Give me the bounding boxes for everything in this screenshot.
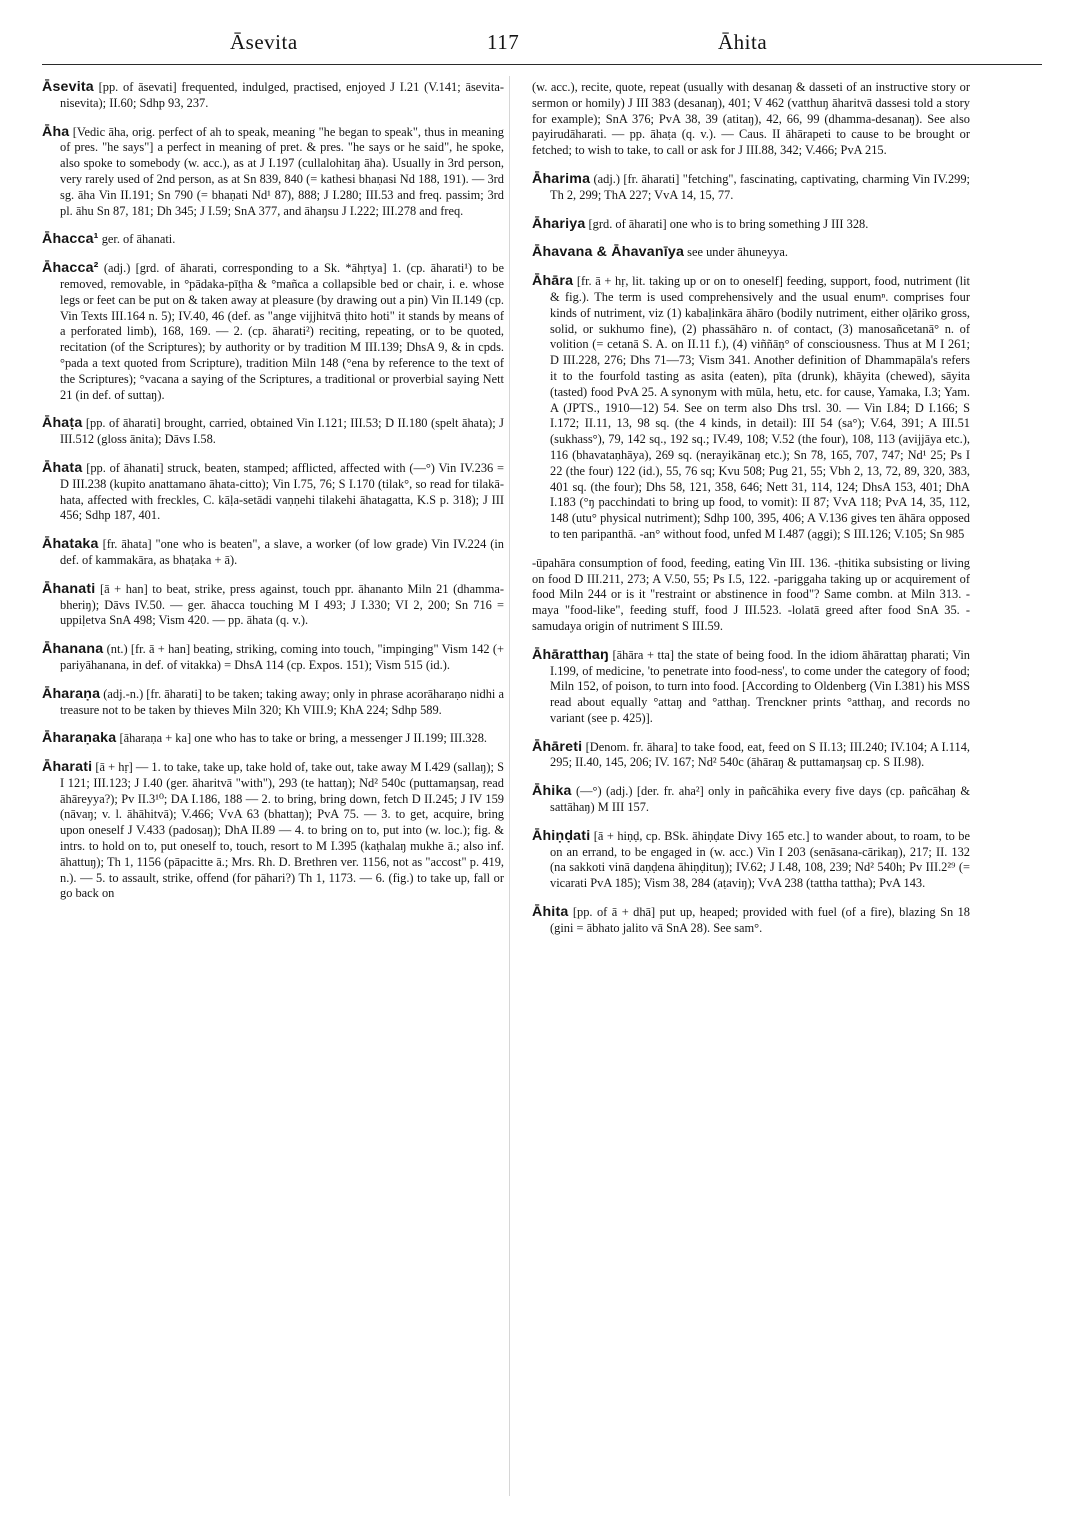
entry-headword: Āhanana	[42, 641, 104, 658]
entry-definition: [Vedic āha, orig. perfect of ah to speak, meaning "he began to speak", thus in meaning of pres. "he says"] a perfect in meaning of pret. & pres. "he says or he said", he spoke, also spoke to somebody (w. acc.), as at J I.197 (cullalohitaŋ āha). Usually in 3rd person, very rarely used of 2nd person, as at Sn 839, 840 (= kathesi bhaṇasi Nd 188, 191). — 3rd sg. āha Vin II.191; Sn 790 (= bhaṇati Nd¹ 87), 888; J I.280; III.53 and freq. passim; 3rd pl. āhu Sn 87, 181; Dh 345; J I.59; SnA 377, and āhaŋsu J I.222; III.278 and freq.	[60, 124, 504, 218]
entry-definition: [āharaṇa + ka] one who has to take or bring, a messenger J II.199; III.328.	[116, 731, 488, 746]
entry-headword: Āhariya	[532, 215, 586, 232]
page-number: 117	[487, 30, 520, 54]
dictionary-entry	[42, 461, 504, 524]
dictionary-entry	[42, 760, 504, 902]
entry-headword: Āhita	[532, 904, 569, 921]
entry-definition: (adj.) [grd. of āharati, corresponding to a Sk. *āhṛtya] 1. (cp. āharati¹) to be removed, removable, in °pādaka-pīṭha & °mañca a collapsible bed or chair, i. e. whose legs or feet can be put on & taken away at pleasure (by drawing out a pin) Vin II.149 (cp. Vin Texts III.164 n. 5); IV.40, 46 (def. as "ange vijjhitvā ṭhito hoti" it stands by means of a perforated limb), 168, 169. — 2. (cp. āharati²) reciting, repeating, or to be quoted, recitation (of the Scriptures); by authority or by tradition M III.139; DhsA 9, & in cpds. °pada a text quoted from Scripture), tradition Miln 148 (°ena by reference to the text of the Scriptures); °vacana a saying of the Scriptures, a traditional or proverbial saying Nett 21 (in def. of suttaŋ).	[60, 261, 504, 402]
dictionary-entry	[532, 784, 970, 816]
dictionary-entry	[532, 556, 970, 635]
header-rule	[42, 64, 1042, 65]
column-divider	[509, 76, 510, 1496]
entry-definition: (adj.-n.) [fr. āharati] to be taken; taking away; only in phrase acorāharaṇo nidhi a treasure not to be taken by thieves Miln 320; Kh VIII.9; KhA 224; Sdhp 589.	[60, 686, 504, 717]
dictionary-entry	[42, 731, 504, 747]
dictionary-entry	[42, 261, 504, 403]
dictionary-entry	[532, 245, 970, 261]
entry-definition: [ā + han] to beat, strike, press against, touch ppr. āhananto Miln 21 (dhamma-bheriŋ); Dāvs IV.50. — ger. āhacca touching M I 493; J I.330; VI 2, 200; Sn 716 = uppiḷetva SnA 498; Vism 420. — pp. āhata (q. v.).	[60, 581, 504, 628]
entry-definition: [pp. of āharati] brought, carried, obtained Vin I.121; III.53; D II.180 (spelt āhata); J III.512 (gloss ānita); Dāvs I.58.	[60, 416, 504, 447]
entry-definition: [fr. āhata] "one who is beaten", a slave, a worker (of low grade) Vin IV.224 (in def. of kammakāra, as bhaṭaka + ā).	[60, 537, 504, 567]
header-left-guide-word: Āsevita	[230, 30, 298, 54]
entry-headword: Āhika	[532, 783, 572, 800]
header-right-guide-word: Āhita	[718, 30, 768, 54]
dictionary-entry	[42, 582, 504, 629]
dictionary-entry	[42, 232, 504, 248]
entry-definition: [pp. of āhanati] struck, beaten, stamped; afflicted, affected with (—°) Vin IV.236 = D III.238 (kupito anattamano āhata-citto); Vin I.75, 76; S I.170 (tilak°, so read for tilakā-hata, affected with freckles, C. kāḷa-setādi vaṇṇehi tilakehi āhatagatta, K.S p. 318); J III 456; Sdhp 187, 401.	[60, 460, 504, 523]
dictionary-entry	[42, 125, 504, 220]
entry-definition: -ūpahāra consumption of food, feeding, eating Vin III. 136. -ṭhitika subsisting or living on food D III.211, 273; A V.50, 55; Ps I.5, 122. -pariggaha taking up or acquirement of food Miln 244 or is it "restraint or abstinence in food"? Same combn. at Miln 313. -maya "food-like", feeding stuff, food J III.523. -lolatā greed after food SnA 35. -samudaya origin of nutriment S III.59.	[532, 555, 970, 633]
entry-headword: Āharima	[532, 170, 591, 187]
entry-headword: Āhavana & Āhavanīya	[532, 244, 685, 261]
entry-headword: Āhacca²	[42, 260, 99, 277]
entry-definition: [Denom. fr. āhara] to take food, eat, feed on S II.13; III.240; IV.104; A I.114, 295; II.40, 145, 206; IV. 167; Nd² 540c (āhāraŋ & puttamaŋsaŋ cp. S II.98).	[550, 739, 970, 770]
entry-headword: Āhāra	[532, 273, 574, 290]
entry-headword: Āhāreti	[532, 738, 583, 755]
entry-definition: see under āhuneyya.	[684, 245, 788, 260]
dictionary-entry	[532, 740, 970, 772]
entry-definition: (—°) (adj.) [der. fr. aha²] only in pañcāhika every five days (cp. pañcāhaŋ & sattāhaŋ) M III 157.	[550, 784, 970, 815]
entry-headword: Āharati	[42, 759, 93, 776]
entry-definition: [ā + hṛ] — 1. to take, take up, take hold of, take out, take away M I.429 (sallaŋ); S I 121; III.123; J I.40 (ger. āharitvā "with"), 293 (te hattaŋ); Nd² 540c (puttamaŋsaŋ, read āhāreyya?); Pv II.3¹⁰; DA I.186, 188 — 2. to bring, bring down, fetch D II.245; J IV 159 (nāvaŋ; v. l. āhāhitvā); V.466; VvA 63 (bhattaŋ); PvA 75. — 3. to get, acquire, bring upon oneself J V.433 (padosaŋ); DhA II.89 — 4. to bring on to, put into (w. loc.); fig. & intrs. to hold on to, put oneself to, touch, resort to M I.395 (kaṭhalaŋ mukhe ā.; also inf. āhattuŋ); Th 1, 1156 (pāpacitte ā.; Mrs. Rh. D. Brethren ver. 1156, not as "accost" p. 419, n.). — 5. to assault, strike, offend (for pāhari?) Th 1, 1173. — 6. (fig.) to take up, fall or go back on	[60, 760, 504, 901]
dictionary-entry	[42, 537, 504, 569]
dictionary-entry	[42, 80, 504, 112]
dictionary-entry	[532, 829, 970, 892]
entry-headword: Āhataka	[42, 536, 99, 553]
entry-definition: [pp. of ā + dhā] put up, heaped; provided with fuel (of a fire), blazing Sn 18 (gini = ābhato jalito vā SnA 28). See sam°.	[550, 905, 970, 935]
dictionary-entry	[42, 416, 504, 448]
entry-definition: [grd. of āharati] one who is to bring something J III 328.	[585, 216, 869, 231]
entry-definition: [fr. ā + hṛ, lit. taking up or on to oneself] feeding, support, food, nutriment (lit & fig.). The term is used comprehensively and the usual enumⁿ. comprises four kinds of nutriment, viz (1) kabaḷinkāra āhāro (bodily nutriment, either oḷāriko gross, solid, or sukhumo fine), (2) phassāhāro n. of contact, (3) manosañcetanā° n. of volition (= cetanā S. A. on II.11 f.), (4) viññāṇ° of consciousness. Thus at M I 261; D III.228, 276; Dhs 71—73; Vism 341. Another definition of Dhammapāla's refers it to the fourfold tasting as asita (eaten), pīta (drunk), khāyita (chewed), sāyita (tasted) food PvA 25. A synonym with mūla, hetu, etc. for cause, Yamaka, I.3; Yam. A (JPTS., 1910—12) 54. See on term also Dhs trsl. 30. — Vin I.84; D I.166; S I.172; II.11, 13, 98 sq. (the 4 kinds, in detail): III 54 (sa°); V.64, 391; A III.51 (sukhass°), 79, 142 sq., 192 sq.; IV.49, 108; V.52 (the four), 108, 113 (avijjāya etc.), 116 (bhavataṇhāya), 269 sq. (nerayikānaŋ etc.); Sn 78, 165, 707, 747; Nd¹ 25; Ps I 22 (the four) 122 (id.), 55, 76 sq; Kvu 508; Pug 21, 55; Vbh 2, 13, 72, 89, 320, 383, 401 sq. (the four); Dhs 58, 121, 358, 646; Nett 31, 114, 124; DhsA 153, 401; DhA I.183 (°ŋ pacchindati to bring up food, to vomit): II 87; VvA 118; PvA 14, 35, 112, 148 (utu° physical nutriment); Sdhp 100, 395, 406; A V.136 gives ten āhāra opposed to ten paripanthā. -an° without food, unfed M I.487 (aggi); S III.126; V.105; Sn 985	[550, 274, 970, 541]
entry-definition: ger. of āhanati.	[98, 232, 176, 247]
dictionary-entry	[42, 642, 504, 674]
right-column	[532, 80, 970, 950]
page-header	[0, 30, 1073, 62]
dictionary-entry	[532, 648, 970, 727]
entry-headword: Āhacca¹	[42, 231, 99, 248]
entry-definition: [pp. of āsevati] frequented, indulged, practised, enjoyed J I.21 (V.141; āsevita-nisevita); II.60; Sdhp 93, 237.	[60, 80, 504, 110]
entry-headword: Āhaṭa	[42, 415, 83, 432]
dictionary-entry	[42, 687, 504, 719]
entry-definition: [āhāra + tta] the state of being food. In the idiom āhārattaŋ pharati; Vin I.199, of medicine, 'to penetrate into food-ness', to come under the category of food; Miln 152, of poison, to turn into food. [According to Oldenberg (Vin I.381) his MSS read about equally °attaŋ and °atthaŋ. Trenckner prints °atthaŋ, and records no variant (see p. 425)].	[550, 647, 970, 725]
dictionary-entry	[532, 80, 970, 159]
entry-definition: (nt.) [fr. ā + han] beating, striking, coming into touch, "impinging" Vism 142 (+ pariyāhanana, in def. of vitakka) = DhsA 114 (cp. Expos. 151); Vism 515 (id.).	[60, 642, 504, 672]
dictionary-entry	[532, 172, 970, 204]
entry-definition: (w. acc.), recite, quote, repeat (usually with desanaŋ & dasseti of an instructive story or sermon or homily) J III 383 (desanaŋ), 401; V 462 (vatthuŋ āharitvā dassesi told a story for example); SnA 376; PvA 38, 39 (atitaŋ), 42, 66, 99 (dhamma-desanaŋ). See also payirudāharati. — pp. āhaṭa (q. v.). — Caus. II āhārapeti to cause to be brought or fetched; to wish to take, to call or ask for J III.88, 342; V.466; PvA 215.	[532, 80, 970, 158]
left-column	[42, 80, 504, 915]
entry-definition: (adj.) [fr. āharati] "fetching", fascinating, captivating, charming Vin IV.299; Th 2, 299; ThA 227; VvA 14, 15, 77.	[550, 171, 970, 202]
entry-headword: Āhāratthaŋ	[532, 646, 609, 663]
entry-headword: Āhata	[42, 459, 83, 476]
entry-headword: Āhiṇḍati	[532, 827, 591, 844]
entry-headword: Āhanati	[42, 580, 96, 597]
entry-definition: [ā + hiṇḍ, cp. BSk. āhiṇḍate Divy 165 etc.] to wander about, to roam, to be on an errand, to be engaged in (w. acc.) Vin I 203 (senāsana-cārikaŋ), 217; II. 132 (na sakkoti vinā daṇḍena āhiṇḍituŋ); IV.62; J I.48, 108, 239; Nd² 540h; Pv III.2²⁹ (= vicarati PvA 185); Vism 38, 284 (aṭaviŋ); VvA 238 (tattha tattha); PvA 143.	[550, 828, 970, 891]
entry-headword: Āharaṇaka	[42, 730, 117, 747]
entry-headword: Āsevita	[42, 79, 94, 95]
entry-headword: Āharaṇa	[42, 685, 101, 702]
dictionary-entry	[532, 274, 970, 543]
dictionary-entry	[532, 217, 970, 233]
dictionary-entry	[532, 905, 970, 937]
entry-headword: Āha	[42, 123, 70, 140]
